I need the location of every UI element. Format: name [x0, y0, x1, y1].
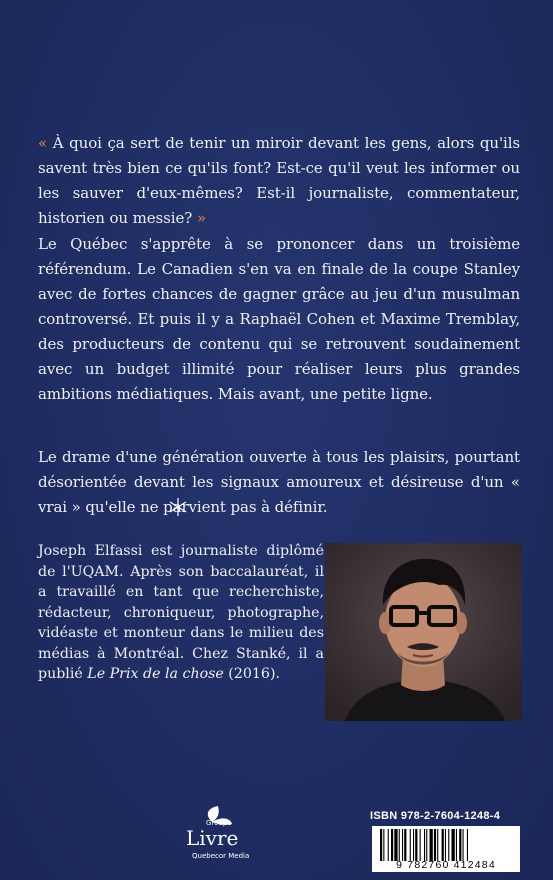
author-photo [325, 543, 522, 721]
barcode-bar [448, 829, 449, 861]
barcode-bar [391, 829, 393, 861]
barcode-bar [420, 829, 421, 861]
barcode-bar [456, 829, 457, 861]
barcode [372, 826, 520, 872]
logo-quebecor-media: Quebecor Media [192, 852, 250, 860]
barcode-bar [388, 829, 389, 861]
open-quote-mark: « [38, 134, 48, 152]
barcode-bar [426, 829, 427, 861]
barcode-bar [415, 829, 417, 861]
logo-groupe: Groupe [206, 819, 232, 827]
logo-livre: Livre [186, 826, 239, 850]
barcode-bar [430, 829, 433, 861]
synopsis-paragraph: Le Québec s'apprête à se prononcer dans un troisième référendum. Le Canadien s'en va en finale de la coupe Stanley avec de fortes chances de gagner grâce au jeu d'un musulman controversé. Et puis il y a Raphaël Cohen et Maxime Tremblay, des producteurs de contenu qui se retrouvent soudainement avec un budget illimité pour réaliser leurs plus grandes ambitions médiatiques. Mais avant, une petite ligne. [38, 235, 520, 403]
tagline-paragraph: Le drame d'une génération ouverte à tous les plaisirs, pourtant désorientée devant les signaux amoureux et désireuse d'un « vrai » qu'elle ne parvient pas à définir. [38, 448, 520, 516]
close-quote-mark: » [196, 209, 206, 227]
barcode-bar [404, 829, 406, 861]
isbn-label: ISBN 978-2-7604-1248-4 [370, 810, 501, 822]
barcode-bar [410, 829, 411, 861]
barcode-bar [424, 829, 425, 861]
barcode-bar [452, 829, 455, 861]
barcode-bar [413, 829, 414, 861]
barcode-bar [467, 829, 468, 861]
barcode-bar [394, 829, 397, 861]
quote-text: À quoi ça sert de tenir un miroir devant les gens, alors qu'ils savent très bien ce qu'ils font? Est-ce qu'il veut les informer ou les sauver d'eux-mêmes? Est-il journaliste, commentateur, historien ou messie? [38, 134, 520, 227]
asterisk-ornament-icon [167, 496, 189, 518]
barcode-bar [434, 829, 436, 861]
author-bio [38, 541, 324, 685]
barcode-bar [463, 829, 464, 861]
bio-year: (2016). [223, 666, 280, 682]
barcode-bar [459, 829, 461, 861]
book-title: Le Prix de la chose [87, 666, 224, 682]
barcode-bar [383, 829, 384, 861]
barcode-bar [402, 829, 403, 861]
barcode-bars [374, 829, 518, 861]
barcode-bar [442, 829, 444, 861]
barcode-bar [399, 829, 400, 861]
barcode-bar [380, 829, 382, 861]
barcode-number: 9 782760 412484 [396, 859, 496, 871]
barcode-bar [437, 829, 438, 861]
barcode-bar [445, 829, 446, 861]
publisher-logo [182, 806, 252, 866]
bio-text: Joseph Elfassi est journaliste diplômé de l'UQAM. Après son baccalauréat, il a travaillé en tant que recherchiste, rédacteur, chroniqueur, photographe, vidéaste et monteur dans le milieu des médias à Montréal. Chez Stanké, il a publié [38, 543, 324, 682]
pull-quote [38, 131, 520, 231]
